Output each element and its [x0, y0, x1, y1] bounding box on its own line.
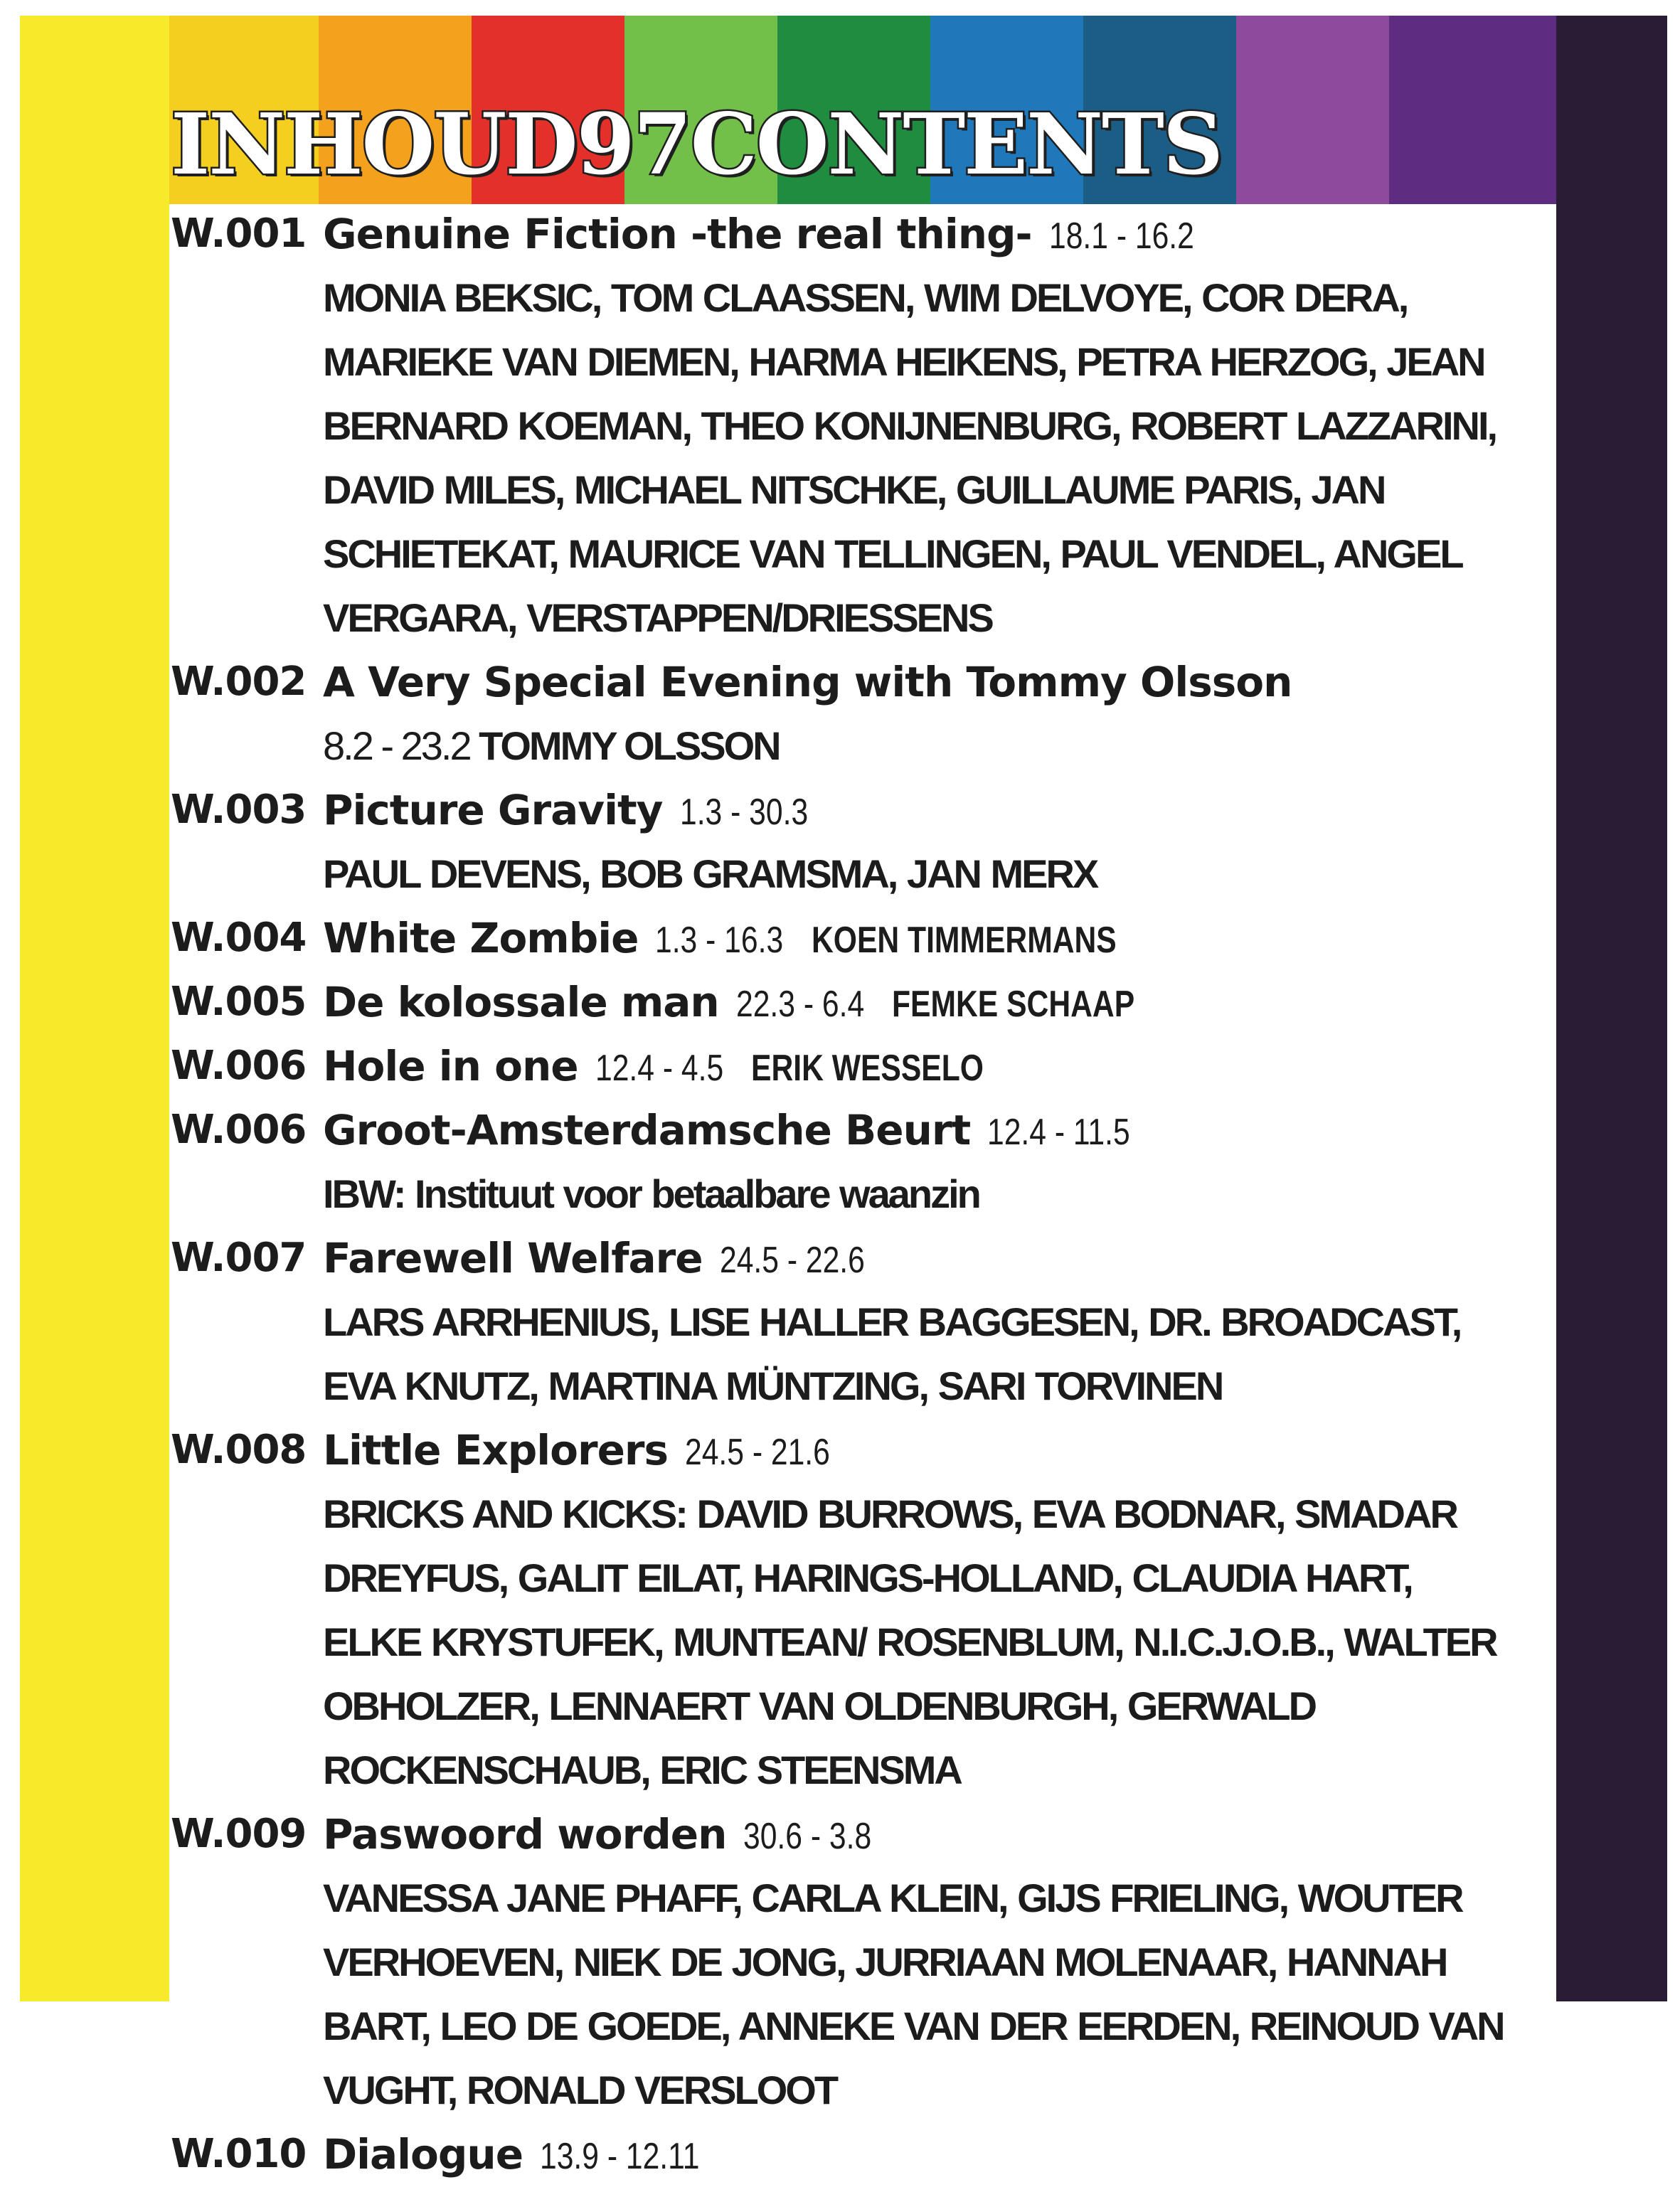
stripe-dark-purple	[1556, 16, 1667, 2001]
entry-number: W.004	[171, 915, 307, 961]
entry-heading	[171, 1034, 1522, 1098]
entry-title: A Very Special Evening with Tommy Olsson	[323, 658, 1292, 706]
entry-line	[323, 650, 1292, 725]
entry-line	[323, 1098, 1161, 1173]
entry-line	[323, 1802, 900, 1877]
entry-number: W.006	[171, 1043, 307, 1089]
entry-dates: 24.5 - 22.6	[719, 1240, 865, 1281]
stripe-yellow	[20, 16, 169, 2001]
list-item	[171, 202, 1522, 650]
entry-artists: PAUL DEVENS, BOB GRAMSMA, JAN MERX	[323, 851, 1097, 896]
entry-title: Paswoord worden	[323, 1810, 727, 1858]
entry-line	[323, 1418, 862, 1493]
list-item	[171, 650, 1522, 778]
entry-title: White Zombie	[323, 914, 639, 962]
entry-heading	[171, 1802, 1522, 1866]
entry-artists: KOEN TIMMERMANS	[812, 920, 1117, 961]
entry-dates: 12.4 - 11.5	[987, 1112, 1130, 1153]
list-item	[171, 1098, 1522, 1226]
entry-number: W.002	[171, 659, 307, 705]
list-item	[171, 1034, 1522, 1098]
entry-title: Hole in one	[323, 1042, 578, 1090]
entry-number: W.008	[171, 1427, 307, 1473]
list-item	[171, 1226, 1522, 1418]
entry-heading	[171, 202, 1522, 266]
entry-title: Groot-Amsterdamsche Beurt	[323, 1106, 971, 1154]
entry-number: W.001	[171, 211, 307, 257]
entry-dates: 1.3 - 16.3	[655, 920, 784, 961]
entry-heading	[171, 778, 1522, 842]
list-item	[171, 778, 1522, 906]
entry-line	[323, 202, 1226, 277]
entry-number: W.010	[171, 2131, 307, 2177]
entry-line	[323, 1226, 896, 1301]
entry-dates: 24.5 - 21.6	[685, 1432, 830, 1473]
entry-artists: IBW: Instituut voor betaalbare waanzin	[323, 1171, 979, 1216]
entry-artists: TOMMY OLSSON	[479, 723, 780, 768]
entry-number: W.005	[171, 979, 307, 1025]
entry-dates: 13.9 - 12.11	[540, 2136, 700, 2177]
entry-heading	[171, 970, 1522, 1034]
entry-title: Farewell Welfare	[323, 1234, 703, 1282]
entry-artists: VANESSA JANE PHAFF, CARLA KLEIN, GIJS FRIELING, WOUTER VERHOEVEN, NIEK DE JONG, JURRIAAN MOLENAAR, HANNAH BART, LEO DE GOEDE, ANNEKE VAN DER EERDEN, REINOUD VAN VUGHT, RONALD VERSLOOT	[323, 1876, 1504, 2112]
entry-artists: MONIA BEKSIC, TOM CLAASSEN, WIM DELVOYE, COR DERA, MARIEKE VAN DIEMEN, HARMA HEIKENS, PETRA HERZOG, JEAN BERNARD KOEMAN, THEO KONIJNENBURG, ROBERT LAZZARINI, DAVID MILES, MICHAEL NITSCHKE, GUILLAUME PARIS, JAN SCHIETEKAT, MAURICE VAN TELLINGEN, PAUL VENDEL, ANGEL VERGARA, VERSTAPPEN/DRIESSENS	[323, 275, 1496, 640]
entry-number: W.003	[171, 787, 307, 833]
entry-artists: BRICKS AND KICKS: DAVID BURROWS, EVA BODNAR, SMADAR DREYFUS, GALIT EILAT, HARINGS-HOLLAND, CLAUDIA HART, ELKE KRYSTUFEK, MUNTEAN/ ROSENBLUM, N.I.C.J.O.B., WALTER OBHOLZER, LENNAERT VAN OLDENBURGH, GERWALD ROCKENSCHAUB, ERIC STEENSMA	[323, 1491, 1496, 1792]
entry-title: Dialogue	[323, 2130, 523, 2179]
entry-heading	[171, 1418, 1522, 1482]
contents-list	[171, 202, 1522, 2186]
list-item	[171, 2122, 1522, 2186]
entry-title: Little Explorers	[323, 1426, 669, 1474]
entry-dates: 8.2 - 23.2	[323, 723, 470, 768]
page-title: INHOUD97CONTENTS	[171, 95, 1222, 193]
entry-title: Genuine Fiction -the real thing-	[323, 210, 1032, 258]
entry-heading	[171, 1098, 1522, 1162]
list-item	[171, 970, 1522, 1034]
entry-dates: 1.3 - 30.3	[679, 792, 808, 833]
entry-artists: ERIK WESSELO	[751, 1048, 984, 1089]
entry-artists: FEMKE SCHAAP	[892, 984, 1135, 1025]
list-item	[171, 1802, 1522, 2122]
entry-line	[323, 778, 836, 853]
entry-artists: LARS ARRHENIUS, LISE HALLER BAGGESEN, DR. BROADCAST, EVA KNUTZ, MARTINA MÜNTZING, SARI TORVINEN	[323, 1299, 1461, 1408]
entry-heading	[171, 650, 1522, 714]
entry-dates: 22.3 - 6.4	[735, 984, 864, 1025]
entry-dates: 30.6 - 3.8	[743, 1816, 872, 1857]
entry-heading	[171, 2122, 1522, 2186]
entry-heading	[171, 1226, 1522, 1290]
entry-dates: 12.4 - 4.5	[595, 1048, 723, 1089]
entry-title: De kolossale man	[323, 978, 719, 1026]
entry-number: W.007	[171, 1235, 307, 1281]
entry-number: W.006	[171, 1107, 307, 1153]
list-item	[171, 1418, 1522, 1802]
entry-line	[323, 2122, 735, 2197]
entry-title: Picture Gravity	[323, 786, 663, 834]
list-item	[171, 906, 1522, 970]
entry-number: W.009	[171, 1811, 307, 1857]
entry-heading	[171, 906, 1522, 970]
entry-dates: 18.1 - 16.2	[1048, 216, 1194, 257]
